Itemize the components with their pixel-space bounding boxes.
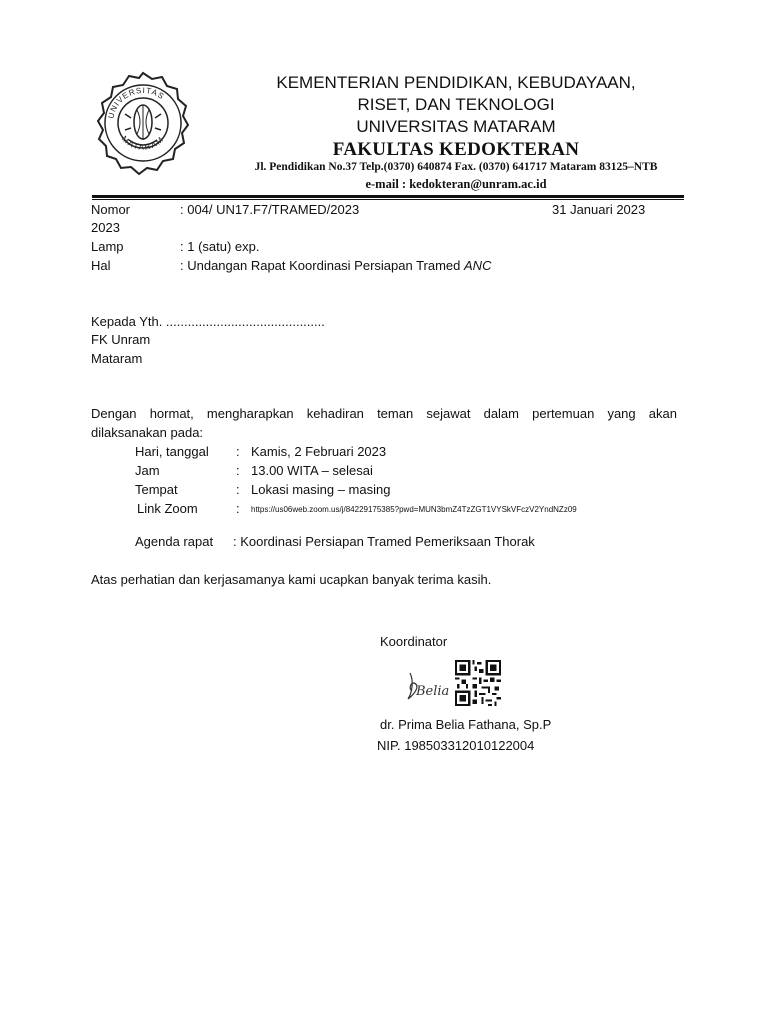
detail-value-date: Kamis, 2 Februari 2023 — [251, 444, 387, 459]
closing-text: Atas perhatian dan kerjasamanya kami ucapkan banyak terima kasih. — [91, 572, 492, 587]
faculty-name: FAKULTAS KEDOKTERAN — [332, 139, 580, 160]
nomor-label: Nomor — [91, 202, 131, 217]
detail-colon: : — [236, 444, 240, 459]
recipient-line-2: FK Unram — [91, 332, 151, 347]
detail-label-time: Jam — [135, 463, 160, 478]
detail-label-zoom: Link Zoom — [137, 501, 198, 516]
lamp-value: : 1 (satu) exp. — [180, 239, 260, 254]
signatory-name: dr. Prima Belia Fathana, Sp.P — [380, 717, 552, 732]
hal-text: : Undangan Rapat Koordinasi Persiapan Tramed — [180, 258, 465, 273]
signatory-nip: NIP. 198503312010122004 — [377, 738, 535, 753]
recipient-line-1: Kepada Yth. ............................................ — [91, 314, 325, 329]
header-rule-thin — [92, 199, 684, 200]
hal-label: Hal — [91, 258, 111, 273]
opening-line-2: dilaksanakan pada: — [91, 425, 204, 440]
university-name: UNIVERSITAS MATARAM — [356, 117, 556, 136]
agenda-label: Agenda rapat — [135, 534, 214, 549]
qr-code-icon — [455, 660, 501, 706]
detail-label-date: Hari, tanggal — [135, 444, 209, 459]
address-line: Jl. Pendidikan No.37 Telp.(0370) 640874 Fax. (0370) 641717 Mataram 83125–NTB — [254, 161, 658, 173]
agenda-value: : Koordinasi Persiapan Tramed Pemeriksaan Thorak — [233, 534, 535, 549]
handwritten-signature — [400, 663, 450, 707]
signature-title: Koordinator — [380, 634, 448, 649]
lamp-label: Lamp — [91, 239, 124, 254]
recipient-line-3: Mataram — [91, 351, 143, 366]
email-line: e-mail : kedokteran@unram.ac.id — [365, 177, 547, 191]
zoom-link[interactable]: https://us06web.zoom.us/j/84229175385?pwd=MUN3bmZ4TzZGT1VYSkVFczV2YndNZz09 — [251, 505, 577, 514]
detail-label-place: Tempat — [135, 482, 178, 497]
detail-value-time: 13.00 WITA – selesai — [251, 463, 373, 478]
detail-colon: : — [236, 501, 240, 516]
ministry-line-1: KEMENTERIAN PENDIDIKAN, KEBUDAYAAN, — [276, 73, 636, 92]
header-rule-thick — [92, 195, 684, 198]
letter-date: 31 Januari 2023 — [552, 202, 646, 217]
svg-text:Belia: Belia — [416, 684, 450, 699]
nomor-wrap: 2023 — [91, 220, 120, 235]
logo-top-text: UNIVERSITAS — [106, 85, 167, 120]
detail-value-place: Lokasi masing – masing — [251, 482, 391, 497]
nomor-value: : 004/ UN17.F7/TRAMED/2023 — [180, 202, 360, 217]
ministry-line-2: RISET, DAN TEKNOLOGI — [357, 95, 555, 114]
detail-colon: : — [236, 463, 240, 478]
detail-colon: : — [236, 482, 240, 497]
opening-line-1: Dengan hormat, mengharapkan kehadiran teman sejawat dalam pertemuan yang akan — [91, 406, 677, 421]
logo-bottom-text: MATARAM — [119, 134, 166, 152]
hal-value — [180, 258, 491, 273]
hal-italic: ANC — [464, 258, 492, 273]
